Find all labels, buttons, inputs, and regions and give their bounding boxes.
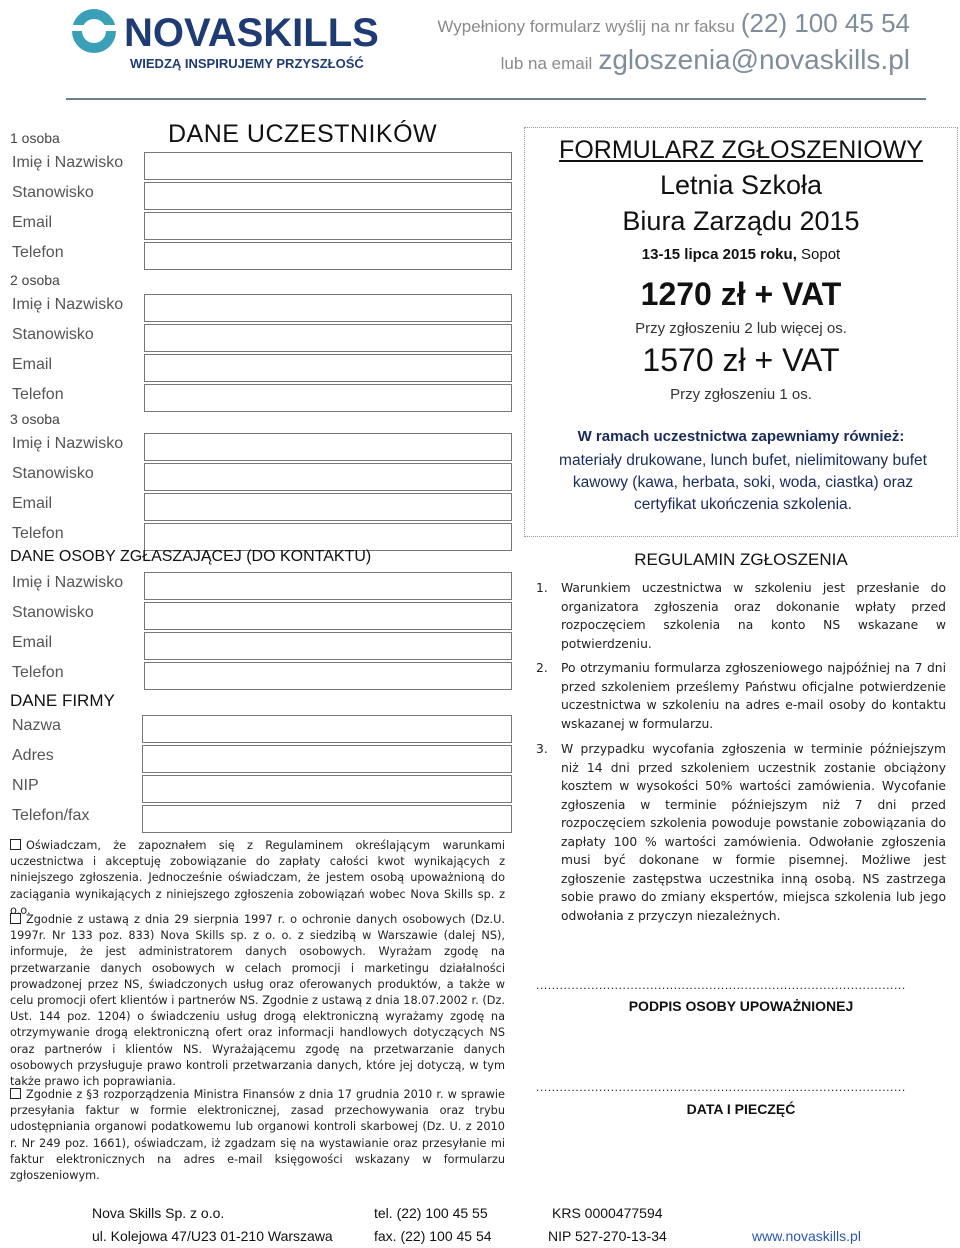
company-name-label: Nazwa — [12, 717, 61, 734]
event-name-line2: Biura Zarządu 2015 — [622, 206, 860, 236]
email-line — [501, 44, 910, 76]
contact-title: DANE OSOBY ZGŁASZAJĄCEJ (DO KONTAKTU) — [10, 548, 372, 565]
company-nip-label: NIP — [12, 777, 39, 794]
date-stamp-line: .............................................................................................. — [536, 1080, 906, 1094]
person-2-phone-input[interactable] — [144, 384, 512, 412]
person-1-phone-input[interactable] — [144, 242, 512, 270]
date-stamp-label: DATA I PIECZĘĆ — [686, 1101, 796, 1117]
regulamin-item-number: 3. — [536, 742, 548, 756]
price-group: 1270 zł + VAT — [640, 276, 842, 312]
person-2-phone-label: Telefon — [12, 386, 64, 403]
contact-email-label: Email — [12, 634, 53, 651]
person-1-position-label: Stanowisko — [12, 184, 94, 201]
regulamin-title: REGULAMIN ZGŁOSZENIA — [634, 550, 848, 569]
footer-address: ul. Kolejowa 47/U23 01-210 Warszawa — [92, 1228, 333, 1244]
regulamin-item — [536, 579, 946, 653]
company-phone-fax-label: Telefon/fax — [12, 807, 90, 824]
person-2-name-label: Imię i Nazwisko — [12, 296, 124, 313]
declaration-einvoice — [10, 1087, 505, 1184]
declaration-gdpr — [10, 912, 505, 1090]
email-prefix: lub na email — [500, 54, 593, 73]
privacy-checkbox[interactable] — [10, 913, 21, 924]
company-address-label: Adres — [12, 747, 54, 764]
declaration-gdpr-text: Zgodnie z ustawą z dnia 29 sierpnia 1997 r. o ochronie danych osobowych (Dz.U. 1997r. Nr 133 poz. 833) Nova Skills sp. z o. o. z siedzibą w Warszawie (dalej NS), informuje, że jest administratorem danych osobowych. Wyrażam zgodę na przetwarzanie danych osobowych w celach promocji i marketingu działalności prowadzonej przez NS, świadczonych usług oraz oferowanych produktów, a także w celu promocji ofert klientów i partnerów NS. Zgodnie z ustawą z dnia 18.07.2002 r. (Dz. Ust. 144 poz. 1204) o świadczeniu usług drogą elektroniczną wyrażamy zgodę na otrzymywanie drogą elektroniczną ofert oraz informacji handlowych dotyczących NS oraz partnerów i klientów NS. Wyrażającemu zgodę na przetwarzanie danych osobowych przysługuje prawo kontroli przetwarzania danych, które jej dotyczą, w tym także prawo ich poprawiania. — [10, 913, 505, 1089]
declaration-terms-text: Oświadczam, że zapoznałem się z Regulaminem określającym warunkami uczestnictwa i akceptuję zobowiązanie do zapłaty całości kwot wynikających z niniejszego zgłoszenia. Jednocześnie oświadczam, że jestem osobą upoważnioną do zaciągania wynikających z niniejszego zgłoszenia zobowiązań wobec Nova Skills sp. z o.o. — [10, 839, 505, 917]
footer-nip: NIP 527-270-13-34 — [548, 1228, 667, 1244]
header-divider — [66, 98, 926, 100]
contact-phone-input[interactable] — [144, 662, 512, 690]
contact-name-label: Imię i Nazwisko — [12, 574, 124, 591]
person-1-email-label: Email — [12, 214, 53, 231]
person-1-phone-label: Telefon — [12, 244, 64, 261]
fax-prefix: Wypełniony formularz wyślij na nr faksu — [437, 17, 735, 36]
company-title: DANE FIRMY — [10, 691, 115, 710]
person-3-phone-input[interactable] — [144, 523, 512, 551]
declaration-einvoice-text: Zgodnie z §3 rozporządzenia Ministra Finansów z dnia 17 grudnia 2010 r. w sprawie przesyłania faktur w formie elektronicznej, zasad przechowywania oraz trybu udostępniania organowi podatkowemu lub organowi kontroli skarbowej (Dz. U. z 2010 r. Nr 249 poz. 1661), oświadczam, iż zgadzam się na wystawianie oraz przesyłanie mi faktur elektronicznych na adres e-mail księgowości wskazany w formularzu zgłoszeniowym. — [10, 1088, 505, 1183]
contact-name-input[interactable] — [144, 572, 512, 600]
footer-website-link[interactable]: www.novaskills.pl — [752, 1228, 861, 1244]
price-single-note: Przy zgłoszeniu 1 os. — [670, 386, 812, 403]
event-name-line1: Letnia Szkoła — [659, 170, 823, 200]
logo-graphic — [66, 6, 396, 76]
person-2-email-input[interactable] — [144, 354, 512, 382]
form-title: FORMULARZ ZGŁOSZENIOWY — [559, 136, 923, 164]
contact-position-label: Stanowisko — [12, 604, 94, 621]
regulamin-item — [536, 740, 946, 925]
company-address-input[interactable] — [142, 745, 512, 773]
footer-fax: fax. (22) 100 45 54 — [374, 1228, 492, 1244]
regulamin-item-number: 2. — [536, 661, 548, 675]
regulamin-item-text: Warunkiem uczestnictwa w szkoleniu jest przesłanie do organizatora zgłoszenia oraz dokonanie wpłaty przed rozpoczęciem szkolenia na konto NS wskazane w potwierdzeniu. — [561, 581, 946, 651]
regulamin-item-text: Po otrzymaniu formularza zgłoszeniowego najpóźniej na 7 dni przed szkoleniem prześlemy Państwu oficjalne potwierdzenie uczestnictwa w szkoleniu na adres e-mail osoby do kontaktu wskazanej w formularzu. — [561, 661, 946, 731]
footer-tel: tel. (22) 100 45 55 — [374, 1205, 488, 1221]
terms-checkbox[interactable] — [10, 839, 21, 850]
company-phone-fax-input[interactable] — [142, 805, 512, 833]
contact-email-input[interactable] — [144, 632, 512, 660]
person-3-email-label: Email — [12, 495, 53, 512]
email-address[interactable]: zgloszenia@novaskills.pl — [598, 44, 910, 75]
event-date-range: 13-15 lipca 2015 roku, — [641, 246, 797, 263]
extras-heading: W ramach uczestnictwa zapewniamy również: — [577, 428, 905, 445]
company-name-input[interactable] — [142, 715, 512, 743]
person-1-position-input[interactable] — [144, 182, 512, 210]
person-1-name-label: Imię i Nazwisko — [12, 154, 124, 171]
person-1-label: 1 osoba — [10, 130, 60, 146]
fax-line — [437, 8, 910, 39]
logo-tagline: WIEDZĄ INSPIRUJEMY PRZYSZŁOŚĆ — [130, 56, 364, 71]
company-nip-input[interactable] — [142, 775, 512, 803]
einvoice-checkbox[interactable] — [10, 1088, 21, 1099]
extras-text: materiały drukowane, lunch bufet, nielimitowany bufet kawowy (kawa, herbata, soki, woda, ciastka) oraz certyfikat ukończenia szkolenia. — [559, 452, 927, 513]
person-2-name-input[interactable] — [144, 294, 512, 322]
event-date — [525, 246, 957, 263]
footer-company: Nova Skills Sp. z o.o. — [92, 1205, 225, 1221]
event-info-box — [524, 127, 958, 537]
person-3-phone-label: Telefon — [12, 525, 64, 542]
declaration-terms — [10, 838, 505, 919]
person-1-email-input[interactable] — [144, 212, 512, 240]
regulamin-item — [536, 659, 946, 733]
person-1-name-input[interactable] — [144, 152, 512, 180]
fax-number: (22) 100 45 54 — [740, 8, 910, 38]
person-3-label: 3 osoba — [10, 411, 60, 427]
regulamin-item-text: W przypadku wycofania zgłoszenia w terminie późniejszym niż 14 dni przed szkoleniem uczestnik zostanie obciążony kosztem w wysokości 50% wartości zamówienia. Wycofanie zgłoszenia w terminie późniejszym niż 7 dni przed rozpoczęciem szkolenia powoduje powstanie zobowiązania do zapłaty 100 % wartości zamówienia. Odwołanie zgłoszenia musi być dokonane w formie pisemnej. Możliwe jest zgłoszenie zastępstwa uczestnika inną osobą. NS zastrzega sobie prawo do zmiany ekspertów, miejsca szkolenia lub jego odwołania z przyczyn niezależnych. — [561, 742, 946, 923]
logo-text: NOVASKILLS — [124, 11, 379, 55]
person-2-label: 2 osoba — [10, 272, 60, 288]
person-3-name-input[interactable] — [144, 433, 512, 461]
participants-title: DANE UCZESTNIKÓW — [168, 120, 438, 148]
event-place: Sopot — [796, 246, 841, 263]
contact-position-input[interactable] — [144, 602, 512, 630]
contact-phone-label: Telefon — [12, 664, 64, 681]
person-3-name-label: Imię i Nazwisko — [12, 435, 124, 452]
person-3-position-input[interactable] — [144, 463, 512, 491]
person-2-position-input[interactable] — [144, 324, 512, 352]
signature-label: PODPIS OSOBY UPOWAŻNIONEJ — [628, 998, 854, 1014]
person-3-position-label: Stanowisko — [12, 465, 94, 482]
novaskills-logo — [66, 6, 396, 76]
regulamin-item-number: 1. — [536, 581, 548, 595]
price-group-note: Przy zgłoszeniu 2 lub więcej os. — [635, 320, 847, 337]
signature-line: .............................................................................................. — [536, 978, 906, 992]
price-single: 1570 zł + VAT — [642, 342, 840, 378]
person-2-email-label: Email — [12, 356, 53, 373]
person-2-position-label: Stanowisko — [12, 326, 94, 343]
footer-krs: KRS 0000477594 — [552, 1205, 663, 1221]
person-3-email-input[interactable] — [144, 493, 512, 521]
